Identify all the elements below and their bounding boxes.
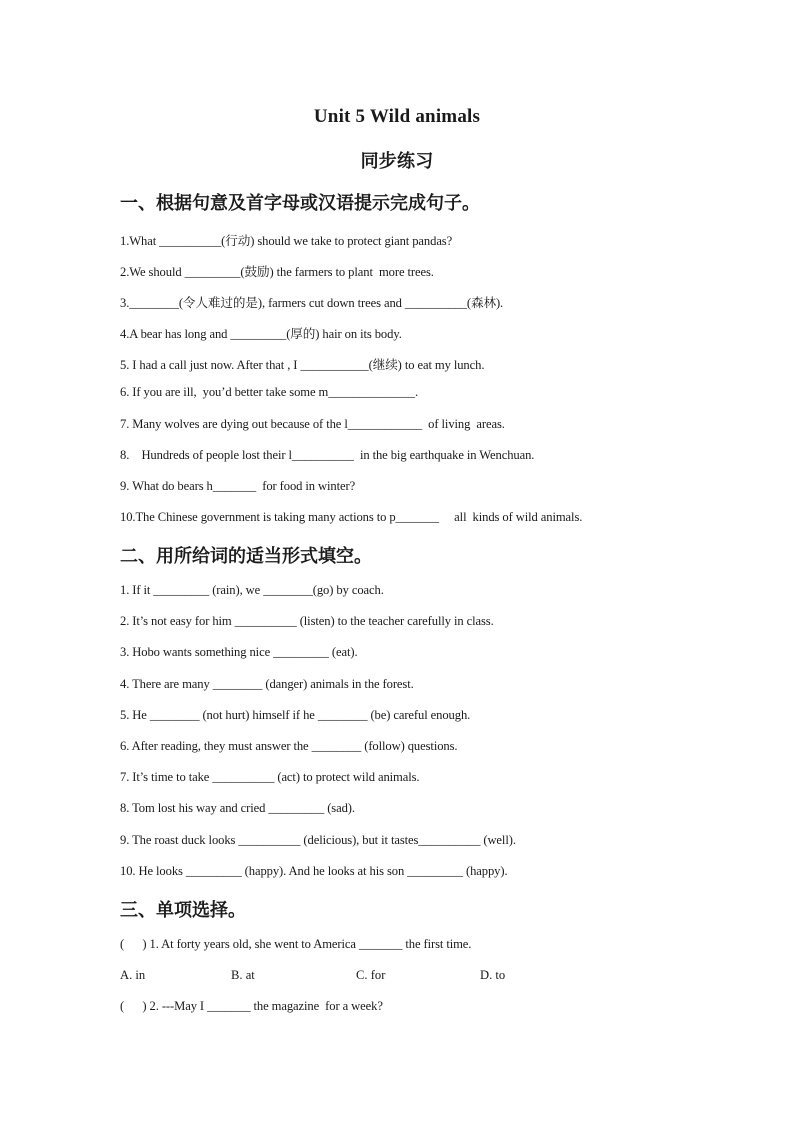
- section-2-item: 10. He looks _________ (happy). And he looks at his son _________ (happy).: [120, 864, 508, 878]
- section-2-item: 2. It’s not easy for him __________ (listen) to the teacher carefully in class.: [120, 614, 494, 628]
- option-b: B. at: [231, 968, 255, 982]
- option-a: A. in: [120, 968, 146, 982]
- section-2-item: 3. Hobo wants something nice _________ (eat).: [120, 645, 358, 659]
- section-1-item: 2.We should _________(鼓励) the farmers to plant more trees.: [120, 265, 434, 279]
- section-1-item: 4.A bear has long and _________(厚的) hair on its body.: [120, 327, 402, 341]
- section-1-item: 6. If you are ill, you’d better take some m______________.: [120, 385, 419, 399]
- section-1-item: 7. Many wolves are dying out because of the l____________ of living areas.: [120, 417, 505, 431]
- option-c: C. for: [356, 968, 386, 982]
- option-d: D. to: [480, 968, 506, 982]
- section-2-item: 5. He ________ (not hurt) himself if he ________ (be) careful enough.: [120, 708, 471, 722]
- section-1-item: 8. Hundreds of people lost their l__________ in the big earthquake in Wenchuan.: [120, 448, 535, 462]
- section-2-heading: 二、用所给词的适当形式填空。: [120, 546, 372, 567]
- section-1-item: 3.________(令人难过的是), farmers cut down trees and __________(森林).: [120, 296, 504, 310]
- section-1-heading: 一、根据句意及首字母或汉语提示完成句子。: [120, 193, 480, 214]
- page-subtitle: 同步练习: [360, 151, 434, 172]
- section-2-item: 7. It’s time to take __________ (act) to protect wild animals.: [120, 770, 420, 784]
- section-2-item: 8. Tom lost his way and cried _________ (sad).: [120, 801, 355, 815]
- section-1-item: 1.What __________(行动) should we take to protect giant pandas?: [120, 234, 453, 248]
- section-1-item: 5. I had a call just now. After that , I ___________(继续) to eat my lunch.: [120, 358, 485, 372]
- section-3-question-1-options: [120, 968, 680, 984]
- section-3-heading: 三、单项选择。: [120, 900, 246, 921]
- section-2-item: 4. There are many ________ (danger) animals in the forest.: [120, 677, 414, 691]
- section-2-item: 9. The roast duck looks __________ (delicious), but it tastes__________ (well).: [120, 833, 516, 847]
- section-3-question-2: ( ) 2. ---May I _______ the magazine for a week?: [120, 999, 383, 1013]
- page-title: Unit 5 Wild animals: [313, 106, 481, 127]
- section-3-question-1: ( ) 1. At forty years old, she went to America _______ the first time.: [120, 937, 472, 951]
- section-2-item: 1. If it _________ (rain), we ________(go) by coach.: [120, 583, 384, 597]
- section-1-item: 10.The Chinese government is taking many actions to p_______ all kinds of wild animals.: [120, 510, 583, 524]
- section-1-item: 9. What do bears h_______ for food in winter?: [120, 479, 356, 493]
- section-2-item: 6. After reading, they must answer the ________ (follow) questions.: [120, 739, 458, 753]
